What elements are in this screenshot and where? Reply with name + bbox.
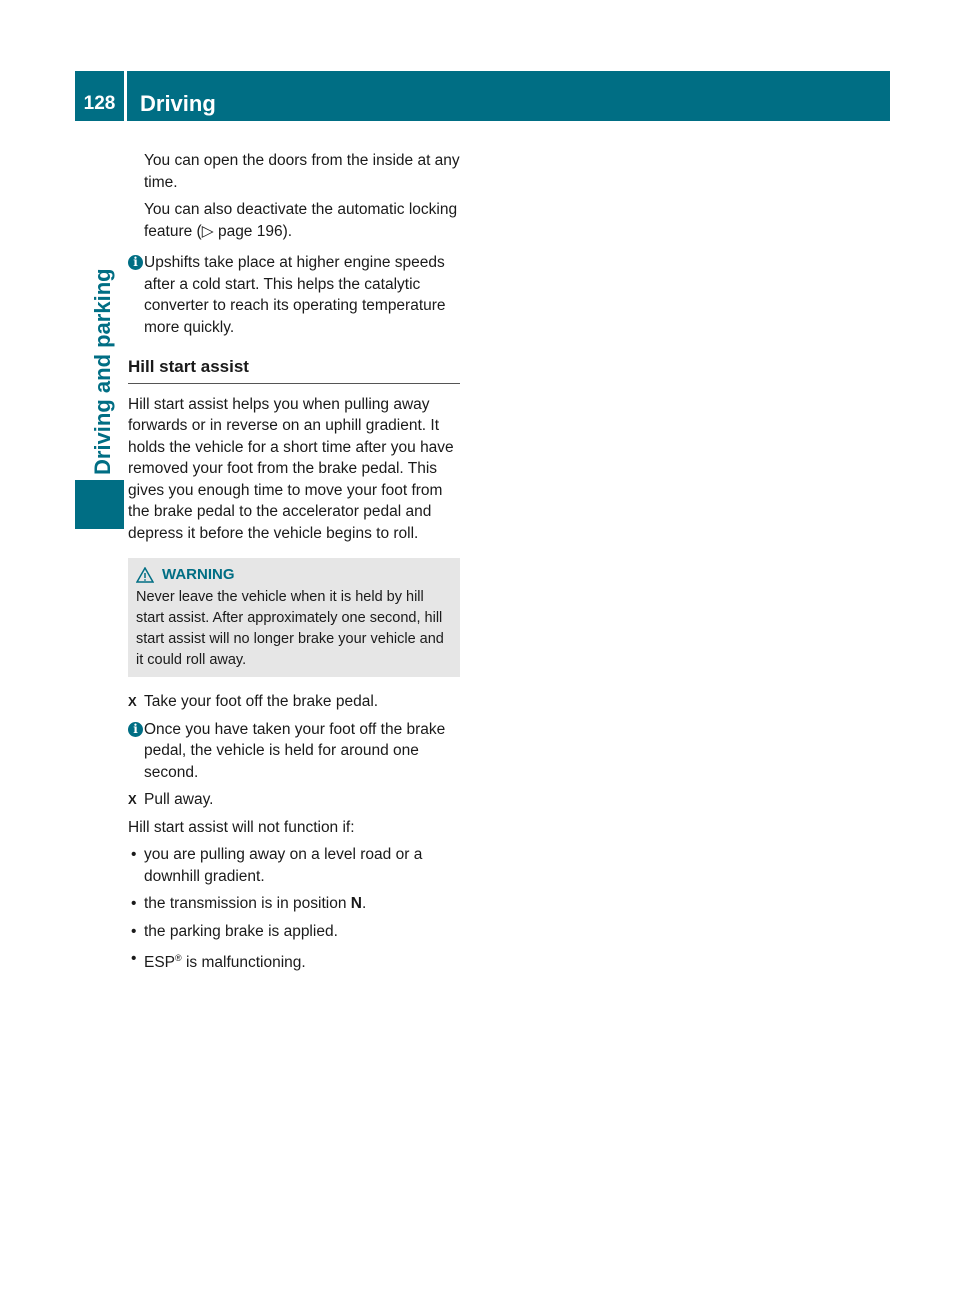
paragraph: Hill start assist will not function if: (128, 818, 355, 836)
info-note (128, 252, 460, 338)
bullet-marker: • (131, 895, 137, 912)
instruction-step (128, 691, 460, 713)
list-item-text: the parking brake is applied. (144, 922, 338, 940)
bullet-marker: • (131, 950, 137, 967)
info-text: Once you have taken your foot off the brake pedal, the vehicle is held for around one second. (144, 720, 446, 781)
list-item (128, 948, 460, 974)
info-note (128, 719, 460, 784)
side-tab-block (75, 480, 124, 529)
warning-title: WARNING (162, 566, 235, 583)
bullet-marker: • (131, 846, 137, 863)
list-item-text: you are pulling away on a level road or a downhill gradient. (144, 846, 423, 885)
text-span: ESP (144, 954, 176, 972)
info-icon: i (128, 722, 143, 737)
list-item (128, 844, 460, 887)
warning-box (128, 558, 460, 677)
warning-text: Never leave the vehicle when it is held by hill start assist. After approximately one second, hill start assist will no longer brake your vehicle and it could roll away. (136, 589, 444, 668)
side-tab-label: Driving and parking (90, 268, 115, 475)
list-item-text (144, 948, 460, 974)
section-heading: Hill start assist (128, 356, 460, 384)
warning-header (136, 564, 452, 585)
step-marker-icon: X (128, 792, 137, 807)
text-span: the transmission is in position (144, 895, 351, 912)
list-item (128, 921, 460, 943)
page-number: 128 (83, 93, 116, 114)
step-text: Take your foot off the brake pedal. (144, 693, 379, 710)
header-divider (124, 71, 127, 121)
info-icon: i (128, 255, 143, 270)
list-item-text (144, 893, 460, 915)
warning-triangle-icon (136, 567, 154, 583)
position-value: N (350, 895, 362, 912)
registered-mark: ® (175, 953, 182, 963)
bullet-marker: • (131, 922, 137, 940)
text-span: is malfunctioning. (181, 954, 306, 972)
info-text: Upshifts take place at higher engine speeds after a cold start. This helps the catalytic converter to reach its operating temperature more quickly. (144, 254, 446, 336)
paragraph: You can also deactivate the automatic locking feature (▷ page 196). (144, 201, 458, 240)
page-title: Driving (140, 91, 216, 116)
paragraph: You can open the doors from the inside at any time. (144, 152, 460, 191)
paragraph: Hill start assist helps you when pulling away forwards or in reverse on an uphill gradient. It holds the vehicle for a short time after you have removed your foot from the brake pedal. This gives you enough time to move your foot from the brake pedal to the accelerator pedal and depress it before the vehicle begins to roll. (128, 395, 454, 542)
instruction-step (128, 789, 460, 811)
text-span: . (361, 895, 367, 912)
list-item (128, 893, 460, 915)
main-content (128, 150, 460, 974)
step-marker-icon: X (128, 694, 137, 709)
step-text: Pull away. (144, 791, 214, 808)
